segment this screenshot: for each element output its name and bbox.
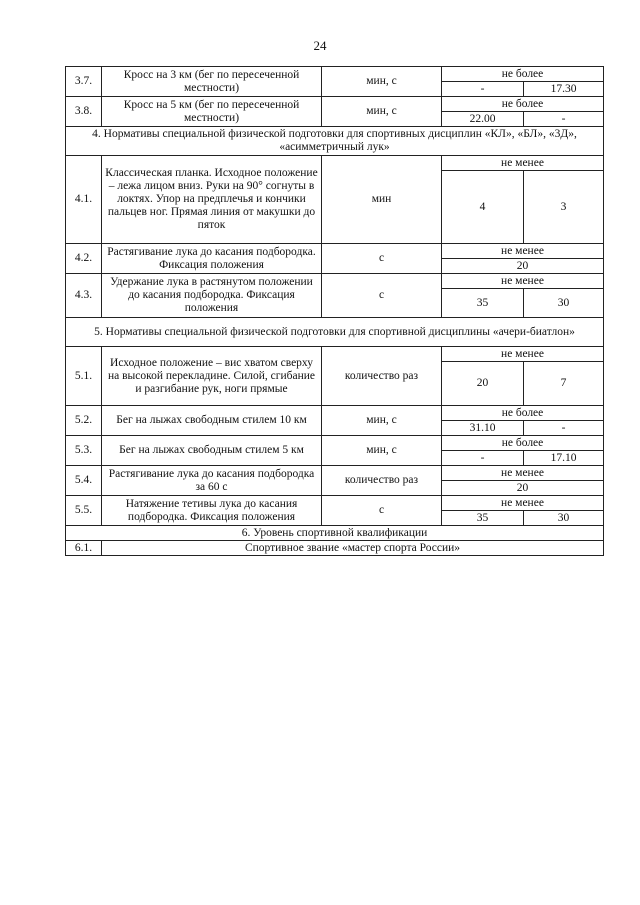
table-row — [66, 347, 604, 362]
unit-cell: мин — [322, 156, 442, 244]
value-cell: 35 — [442, 289, 524, 318]
unit-cell: мин, с — [322, 67, 442, 97]
norms-table — [65, 66, 604, 556]
exercise-name: Кросс на 3 км (бег по пересеченной местности) — [102, 67, 322, 97]
page-number: 24 — [313, 38, 327, 53]
condition-cell: не менее — [442, 156, 604, 171]
section-title: 5. Нормативы специальной физической подготовки для спортивной дисциплины «ачери-биатлон» — [66, 318, 604, 347]
exercise-name: Бег на лыжах свободным стилем 5 км — [102, 436, 322, 466]
row-number: 5.2. — [66, 406, 102, 436]
value-cell: 30 — [524, 289, 604, 318]
unit-cell: количество раз — [322, 466, 442, 496]
table-row — [66, 406, 604, 421]
value-cell: 35 — [442, 511, 524, 526]
value-cell: 30 — [524, 511, 604, 526]
exercise-name: Классическая планка. Исходное положение – лежа лицом вниз. Руки на 90° согнуты в локтях. Упор на предплечья и кончики пальцев ног. Прямая линия от макушки до пяток — [102, 156, 322, 244]
unit-cell: с — [322, 244, 442, 274]
condition-cell: не более — [442, 67, 604, 82]
section-header-row — [66, 318, 604, 347]
value-cell: - — [524, 112, 604, 127]
value-cell: 20 — [442, 259, 604, 274]
table-row — [66, 274, 604, 289]
row-number: 5.3. — [66, 436, 102, 466]
exercise-name: Натяжение тетивы лука до касания подбородка. Фиксация положения — [102, 496, 322, 526]
condition-cell: не менее — [442, 466, 604, 481]
exercise-name: Удержание лука в растянутом положении до касания подбородка. Фиксация положения — [102, 274, 322, 318]
value-cell: 3 — [524, 171, 604, 244]
exercise-name: Исходное положение – вис хватом сверху на высокой перекладине. Силой, сгибание и разгибание рук, ноги прямые — [102, 347, 322, 406]
table-row — [66, 244, 604, 259]
value-cell: - — [524, 421, 604, 436]
unit-cell: с — [322, 274, 442, 318]
table-row — [66, 436, 604, 451]
table-row — [66, 541, 604, 556]
condition-cell: не менее — [442, 347, 604, 362]
value-cell: 4 — [442, 171, 524, 244]
condition-cell: не более — [442, 406, 604, 421]
table-row — [66, 97, 604, 112]
section-header-row — [66, 127, 604, 156]
unit-cell: с — [322, 496, 442, 526]
value-cell: 31.10 — [442, 421, 524, 436]
value-cell: 20 — [442, 362, 524, 406]
row-number: 4.2. — [66, 244, 102, 274]
exercise-name: Растягивание лука до касания подбородка. Фиксация положения — [102, 244, 322, 274]
row-number: 3.8. — [66, 97, 102, 127]
exercise-name: Спортивное звание «мастер спорта России» — [102, 541, 604, 556]
condition-cell: не менее — [442, 274, 604, 289]
row-number: 6.1. — [66, 541, 102, 556]
table-row — [66, 466, 604, 481]
table-row — [66, 496, 604, 511]
exercise-name: Бег на лыжах свободным стилем 10 км — [102, 406, 322, 436]
value-cell: 17.10 — [524, 451, 604, 466]
condition-cell: не более — [442, 436, 604, 451]
row-number: 5.5. — [66, 496, 102, 526]
unit-cell: мин, с — [322, 436, 442, 466]
condition-cell: не менее — [442, 496, 604, 511]
row-number: 4.1. — [66, 156, 102, 244]
row-number: 4.3. — [66, 274, 102, 318]
unit-cell: количество раз — [322, 347, 442, 406]
section-header-row — [66, 526, 604, 541]
unit-cell: мин, с — [322, 406, 442, 436]
value-cell: - — [442, 82, 524, 97]
table-row — [66, 67, 604, 82]
exercise-name: Кросс на 5 км (бег по пересеченной местности) — [102, 97, 322, 127]
value-cell: 7 — [524, 362, 604, 406]
value-cell: - — [442, 451, 524, 466]
unit-cell: мин, с — [322, 97, 442, 127]
table-row — [66, 156, 604, 171]
row-number: 5.4. — [66, 466, 102, 496]
condition-cell: не менее — [442, 244, 604, 259]
value-cell: 22.00 — [442, 112, 524, 127]
value-cell: 17.30 — [524, 82, 604, 97]
value-cell: 20 — [442, 481, 604, 496]
exercise-name: Растягивание лука до касания подбородка за 60 с — [102, 466, 322, 496]
row-number: 3.7. — [66, 67, 102, 97]
condition-cell: не более — [442, 97, 604, 112]
section-title: 4. Нормативы специальной физической подготовки для спортивных дисциплин «КЛ», «БЛ», «3Д», «асимметричный лук» — [66, 127, 604, 156]
section-title: 6. Уровень спортивной квалификации — [66, 526, 604, 541]
row-number: 5.1. — [66, 347, 102, 406]
